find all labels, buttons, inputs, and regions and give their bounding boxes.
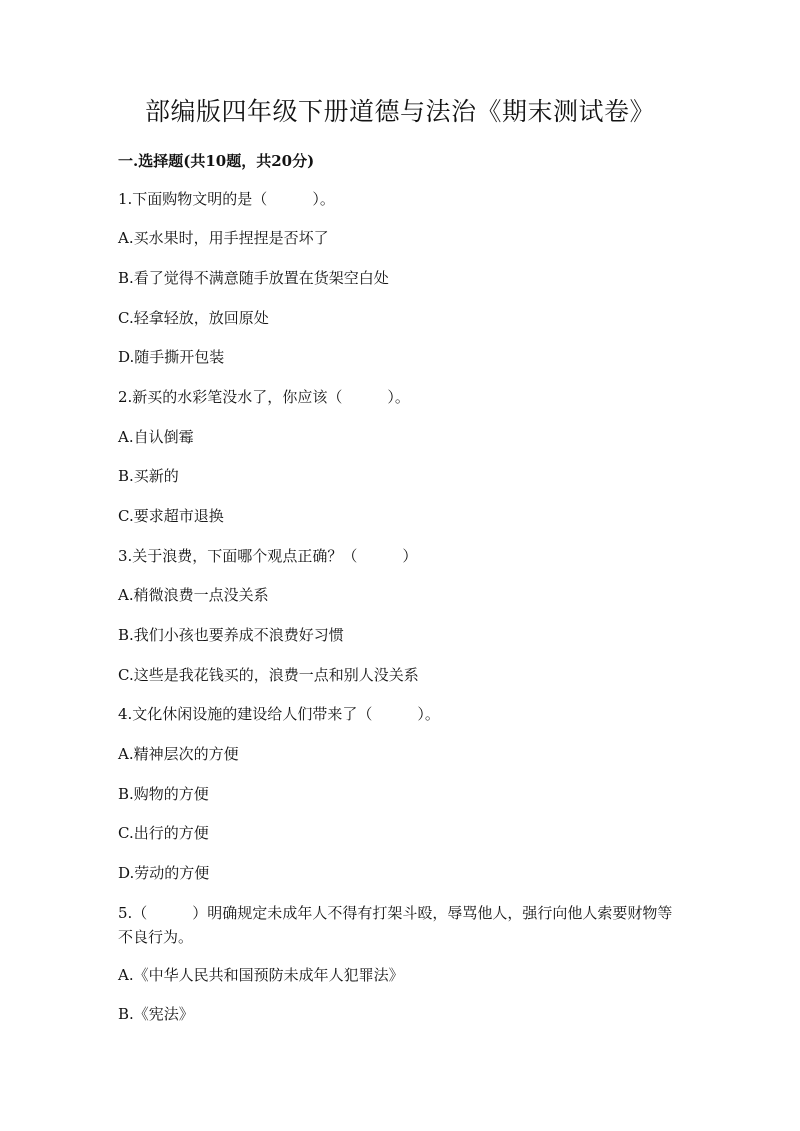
question-1-option-a: A.买水果时，用手捏捏是否坏了 xyxy=(118,229,329,247)
section-heading: 一.选择题(共10题，共20分) xyxy=(118,152,315,170)
question-1-stem: 1.下面购物文明的是（ ）。 xyxy=(118,190,335,208)
question-4-option-d: D.劳动的方便 xyxy=(118,864,210,882)
question-5-option-b: B.《宪法》 xyxy=(118,1005,194,1023)
question-4-option-a: A.精神层次的方便 xyxy=(118,745,239,763)
question-3-option-b: B.我们小孩也要养成不浪费好习惯 xyxy=(118,626,344,644)
question-4-stem: 4.文化休闲设施的建设给人们带来了（ ）。 xyxy=(118,705,440,723)
question-4-option-c: C.出行的方便 xyxy=(118,824,209,842)
question-3-option-a: A.稍微浪费一点没关系 xyxy=(118,586,269,604)
question-1-option-c: C.轻拿轻放，放回原处 xyxy=(118,309,269,327)
question-5-stem: 5.（ ）明确规定未成年人不得有打架斗殴，辱骂他人，强行向他人索要财物等不良行为。 xyxy=(118,904,673,946)
question-3-stem: 3.关于浪费，下面哪个观点正确？（ ） xyxy=(118,547,418,565)
question-4-option-b: B.购物的方便 xyxy=(118,785,209,803)
question-2-option-c: C.要求超市退换 xyxy=(118,507,224,525)
question-2-stem: 2.新买的水彩笔没水了，你应该（ ）。 xyxy=(118,388,410,406)
question-1-option-b: B.看了觉得不满意随手放置在货架空白处 xyxy=(118,269,389,287)
question-1-option-d: D.随手撕开包装 xyxy=(118,348,225,366)
question-3-option-c: C.这些是我花钱买的，浪费一点和别人没关系 xyxy=(118,666,419,684)
question-5-option-a: A.《中华人民共和国预防未成年人犯罪法》 xyxy=(118,966,404,984)
question-2-option-b: B.买新的 xyxy=(118,467,179,485)
question-2-option-a: A.自认倒霉 xyxy=(118,428,194,446)
page-title: 部编版四年级下册道德与法治《期末测试卷》 xyxy=(144,97,655,126)
